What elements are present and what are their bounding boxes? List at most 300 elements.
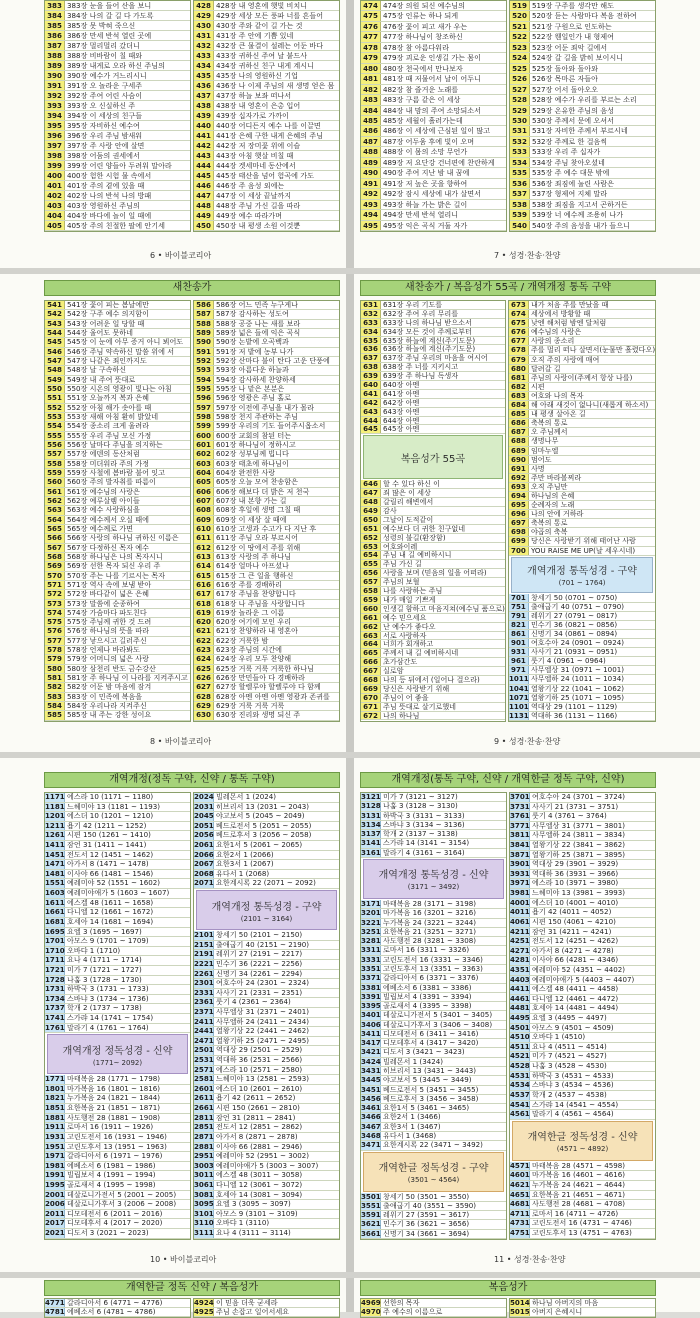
item-title: 583장 이 민족에 복음을 xyxy=(67,691,143,701)
list-item xyxy=(45,91,190,101)
list-item xyxy=(45,1,190,11)
item-title: 아버지 은혜시니 xyxy=(532,1307,583,1316)
item-number: 4271 xyxy=(510,945,530,955)
item-number: 3731 xyxy=(510,801,530,811)
item-number: 544 xyxy=(45,329,65,337)
item-number: 4537 xyxy=(510,1089,530,1099)
item-title: 여호수아 24 (0901 ~ 0924) xyxy=(530,638,624,648)
item-number: 542 xyxy=(45,310,65,318)
item-title: 568장 하나님은 나의 목자시니 xyxy=(67,551,163,561)
list-item xyxy=(361,74,506,84)
item-title: 483장 구름 같은 이 세상 xyxy=(383,95,461,105)
hymn-grid xyxy=(360,1298,656,1318)
item-number: 1734 xyxy=(45,993,65,1003)
item-title: 541장 꽃이 피는 봄날에만 xyxy=(67,300,149,309)
item-title: 493장 하늘 가는 밝은 길이 xyxy=(383,199,468,209)
item-number: 647 xyxy=(361,489,381,497)
item-title: 학개 2 (1737 ~ 1738) xyxy=(67,1003,142,1013)
list-item xyxy=(45,171,190,181)
item-number: 614 xyxy=(194,562,214,570)
item-number: 2068 xyxy=(194,868,214,878)
item-title: 역대하 36 (3931 ~ 3966) xyxy=(532,868,619,878)
item-title: 579장 어머니의 넓은 사랑 xyxy=(67,654,149,664)
item-number: 626 xyxy=(194,674,214,682)
item-title: 예레미야애가 5 (1603 ~ 1607) xyxy=(67,888,170,898)
item-title: 잠언 31 (4211 ~ 4241) xyxy=(532,926,612,936)
item-number: 643 xyxy=(361,408,381,416)
item-title: 내가 처음 주를 만났을 때 xyxy=(530,300,609,309)
item-title: 에스라 10 (3971 ~ 3980) xyxy=(532,878,619,888)
item-number: 1411 xyxy=(45,840,65,850)
item-title: 608장 후일에 생명 그칠 때 xyxy=(216,505,301,515)
item-title: 아모스 9 (3101 ~ 3109) xyxy=(216,1208,298,1218)
callout-title: 개역개정 통독성경 - 신약 xyxy=(378,870,489,882)
page-8 xyxy=(0,274,346,752)
item-number: 571 xyxy=(45,581,65,589)
item-title: 주님이 어 좋을 xyxy=(383,692,429,702)
item-title: 주를 멀리 떠나 살면서(눈물만 흘렸다오) xyxy=(530,345,656,355)
item-title: 너희가 회개하고 xyxy=(383,639,434,649)
item-number: 2951 xyxy=(194,1151,214,1161)
item-number: 821 xyxy=(509,621,529,629)
item-title: 629장 거룩 거룩 거룩 xyxy=(216,701,285,711)
item-number: 2051 xyxy=(194,820,214,830)
item-number: 1211 xyxy=(45,820,65,830)
item-title: 주만 바라볼찌라 xyxy=(530,472,582,482)
item-number: 616 xyxy=(194,581,214,589)
item-title: 이사야 66 (2881 ~ 2946) xyxy=(216,1141,303,1151)
item-title: 559장 사철에 봄바람 불어 잇고 xyxy=(67,467,165,477)
item-number: 555 xyxy=(45,432,65,440)
item-title: 433장 귀하신 주여 날 붙드사 xyxy=(216,51,308,60)
page-13 xyxy=(354,1278,700,1316)
item-title: 396장 우리 주님 밤새워 xyxy=(67,131,143,140)
item-number: 3591 xyxy=(361,1210,381,1220)
item-number: 493 xyxy=(361,200,381,209)
item-number: 683 xyxy=(509,392,529,400)
list-item xyxy=(510,53,655,63)
item-title: 디모데전서 6 (3411 ~ 3416) xyxy=(383,1028,479,1038)
item-number: 642 xyxy=(361,399,381,407)
item-number: 487 xyxy=(361,137,381,146)
item-title: 584장 우리나라 지켜주신 xyxy=(67,701,147,711)
item-title: 574장 가슴마다 파도친다 xyxy=(67,607,147,617)
hymn-column xyxy=(193,300,340,722)
item-title: 576장 하나님의 뜻을 따라 xyxy=(67,626,149,636)
item-title: 619장 놀라운 그 이름 xyxy=(216,607,285,617)
item-number: 3201 xyxy=(361,908,381,918)
item-title: 스가랴 14 (3141 ~ 3154) xyxy=(383,838,470,848)
list-item xyxy=(361,64,506,74)
item-number: 483 xyxy=(361,95,381,104)
item-number: 3417 xyxy=(361,1038,381,1048)
list-item xyxy=(45,711,190,720)
item-number: 1771 xyxy=(45,1074,65,1084)
item-title: 역대상 29 (2501 ~ 2529) xyxy=(216,1045,303,1055)
item-number: 3468 xyxy=(361,1131,381,1140)
hymn-column xyxy=(44,300,191,722)
item-number: 3661 xyxy=(361,1228,381,1238)
item-title: 사무엘상 31 (3771 ~ 3801) xyxy=(532,820,626,830)
item-title: 391장 오 놀라운 구세주 xyxy=(67,81,143,90)
item-title: 562장 예루살렘 아이들 xyxy=(67,495,140,505)
item-number: 2301 xyxy=(194,978,214,988)
item-title: 나의 등 뒤에서 (일어나 걸으라) xyxy=(383,674,480,684)
item-number: 3351 xyxy=(361,963,381,973)
list-item xyxy=(361,1230,506,1239)
item-number: 594 xyxy=(194,376,214,384)
item-number: 569 xyxy=(45,562,65,570)
item-title: 축복의 통로 xyxy=(530,518,568,528)
item-number: 484 xyxy=(361,106,381,115)
list-item xyxy=(361,221,506,231)
item-title: 640장 아멘 xyxy=(383,380,420,390)
section-banner: 복음성가 xyxy=(360,1280,656,1296)
item-title: 596장 영광은 주님 홀로 xyxy=(216,393,292,403)
list-item xyxy=(361,425,505,434)
item-title: 오직 주님만 xyxy=(530,481,568,491)
item-title: 575장 주님께 귀한 것 드려 xyxy=(67,617,152,627)
callout-range: (701 ~ 1764) xyxy=(558,579,606,588)
item-title: 430장 주와 같이 길 가는 것 xyxy=(216,21,303,30)
item-number: 4781 xyxy=(45,1307,65,1316)
list-item xyxy=(194,51,339,61)
item-number: 607 xyxy=(194,497,214,505)
item-title: 587장 감사하는 성도여 xyxy=(216,309,289,319)
callout-range: (3501 ~ 4564) xyxy=(407,1176,460,1185)
item-number: 4411 xyxy=(510,984,530,994)
item-title: 순례자의 노래 xyxy=(530,500,575,510)
hymn-grid xyxy=(360,0,656,232)
item-number: 694 xyxy=(509,492,529,500)
item-number: 4970 xyxy=(361,1307,381,1316)
item-title: 에스겔 48 (3011 ~ 3058) xyxy=(216,1170,303,1180)
item-number: 674 xyxy=(509,310,529,318)
item-number: 428 xyxy=(194,1,214,10)
bible-list xyxy=(361,1193,506,1239)
item-title: 637장 주님 우리의 마음을 여시어 xyxy=(383,353,488,363)
item-number: 3371 xyxy=(361,973,381,983)
item-number: 591 xyxy=(194,348,214,356)
item-title: 예수님의 사랑은 xyxy=(530,327,582,337)
item-title: 522장 웬일인가 내 형제여 xyxy=(532,32,614,42)
item-title: 인생길 함하고 마음지쳐(예수님 품으로) xyxy=(383,603,505,613)
item-title: 524장 갈 길을 밝히 보이시니 xyxy=(532,53,624,63)
item-number: 688 xyxy=(509,437,529,445)
item-number: 4621 xyxy=(510,1179,530,1189)
item-number: 395 xyxy=(45,121,65,130)
item-number: 4211 xyxy=(510,926,530,936)
item-number: 608 xyxy=(194,506,214,514)
section-callout xyxy=(511,557,653,593)
item-number: 3281 xyxy=(361,936,381,946)
item-title: 555장 우리 주님 모신 가정 xyxy=(67,430,152,440)
item-number: 3061 xyxy=(194,1179,214,1189)
item-number: 446 xyxy=(194,181,214,190)
item-title: 오바댜 1 (1710) xyxy=(67,945,121,955)
item-number: 657 xyxy=(361,578,381,586)
item-number: 652 xyxy=(361,534,381,542)
item-title: 604장 완전한 사랑 xyxy=(216,467,276,477)
list-item xyxy=(509,712,655,721)
item-number: 671 xyxy=(361,703,381,711)
item-number: 523 xyxy=(510,43,530,52)
item-title: 636장 하늘에 계신(주기도문) xyxy=(383,344,476,354)
item-number: 579 xyxy=(45,655,65,663)
item-number: 2045 xyxy=(194,811,214,821)
list-item xyxy=(361,168,506,178)
item-number: 4601 xyxy=(510,1170,530,1180)
hymn-column xyxy=(509,1298,656,1318)
item-title: 520장 듣는 사람마다 복음 전하여 xyxy=(532,11,637,21)
item-title: 야고보서 5 (2045 ~ 2049) xyxy=(216,811,305,821)
item-number: 697 xyxy=(509,519,529,527)
hymn-grid xyxy=(44,0,340,232)
callout-range: (4571 ~ 4892) xyxy=(556,1145,609,1154)
item-title: 428장 내 영혼에 햇빛 비치니 xyxy=(216,1,308,10)
item-number: 3471 xyxy=(361,1140,381,1150)
item-number: 4251 xyxy=(510,936,530,946)
item-title: 491장 저 높은 곳을 향하여 xyxy=(383,178,468,188)
list-item xyxy=(194,711,339,720)
item-number: 632 xyxy=(361,310,381,318)
item-number: 564 xyxy=(45,516,65,524)
item-title: 에스라 10 (1171 ~ 1180) xyxy=(67,792,154,801)
item-number: 3466 xyxy=(361,1112,381,1122)
item-number: 667 xyxy=(361,667,381,675)
item-number: 398 xyxy=(45,151,65,160)
item-number: 447 xyxy=(194,191,214,200)
item-number: 3251 xyxy=(361,926,381,936)
item-title: 556장 날마다 주님을 의지하는 xyxy=(67,439,163,449)
item-title: 616장 주를 경배하리 xyxy=(216,579,283,589)
item-title: 552장 아침 해가 솟아를 때 xyxy=(67,402,152,412)
item-number: 2071 xyxy=(194,878,214,888)
hymn-list xyxy=(509,301,655,556)
item-number: 553 xyxy=(45,413,65,421)
bible-list xyxy=(45,793,190,1033)
item-number: 1101 xyxy=(508,701,529,711)
item-title: 요엘 3 (4495 ~ 4497) xyxy=(532,1013,607,1023)
item-title: 578장 언제나 바라봐도 xyxy=(67,645,140,655)
item-title: 예수 믿으세요 xyxy=(383,612,427,622)
item-number: 4731 xyxy=(510,1218,530,1228)
item-number: 403 xyxy=(45,201,65,210)
item-title: 요나 4 (3111 ~ 3114) xyxy=(216,1227,291,1237)
item-number: 390 xyxy=(45,71,65,80)
item-number: 526 xyxy=(510,74,530,83)
list-item xyxy=(194,111,339,121)
item-title: 402장 나의 반석 나의 방패 xyxy=(67,191,152,200)
item-title: 민수기 36 (0821 ~ 0856) xyxy=(530,619,618,629)
item-title: 나를 사랑하는 주님 xyxy=(383,586,443,596)
list-item xyxy=(194,81,339,91)
item-title: 골로새서 4 (3395 ~ 3398) xyxy=(383,1001,472,1011)
callout-title: 개역한글 정독성경 - 신약 xyxy=(527,1132,638,1144)
hymn-list xyxy=(361,480,505,720)
list-item xyxy=(361,106,506,116)
list-item xyxy=(194,41,339,51)
item-title: 489장 저 요단강 건너편에 찬란하게 xyxy=(383,157,495,167)
hymn-column xyxy=(44,0,191,232)
item-number: 861 xyxy=(509,630,529,638)
item-title: 말라기 4 (1761 ~ 1764) xyxy=(67,1022,149,1032)
item-number: 3424 xyxy=(361,1056,381,1066)
item-number: 481 xyxy=(361,74,381,83)
item-title: 495장 익은 곡식 거둘 자가 xyxy=(383,220,468,230)
item-number: 644 xyxy=(361,417,381,425)
item-number: 1971 xyxy=(45,1151,65,1161)
item-title: 477장 하나님이 창조하신 xyxy=(383,32,463,42)
item-number: 439 xyxy=(194,111,214,120)
list-item xyxy=(361,712,505,721)
item-number: 1181 xyxy=(45,801,65,811)
item-title: 429장 세상 모든 풍파 너를 흔들어 xyxy=(216,11,324,20)
item-number: 438 xyxy=(194,101,214,110)
item-number: 433 xyxy=(194,51,214,60)
item-number: 606 xyxy=(194,488,214,496)
item-number: 582 xyxy=(45,683,65,691)
item-number: 5015 xyxy=(510,1307,530,1316)
item-title: 욥기 42 (2611 ~ 2652) xyxy=(216,1093,296,1103)
item-title: 잠언 31 (2811 ~ 2841) xyxy=(216,1112,296,1122)
item-number: 3128 xyxy=(361,801,381,811)
item-number: 2531 xyxy=(194,1055,214,1065)
item-title: 시편 150 (2661 ~ 2810) xyxy=(216,1103,300,1113)
item-title: 요나 4 (4511 ~ 4514) xyxy=(532,1041,607,1051)
item-number: 558 xyxy=(45,460,65,468)
item-title: 599장 우리의 기도 들어주시옵소서 xyxy=(216,421,326,431)
section-banner: 새찬송가 / 복음성가 55곡 / 개역개정 통독 구약 xyxy=(360,280,656,296)
item-number: 4351 xyxy=(510,964,530,974)
item-number: 661 xyxy=(361,614,381,622)
item-number: 429 xyxy=(194,11,214,20)
item-number: 1611 xyxy=(45,897,65,907)
item-title: 480장 천국에서 만나보자 xyxy=(383,63,463,73)
item-number: 525 xyxy=(510,64,530,73)
item-title: 593장 아름다운 하늘과 xyxy=(216,365,289,375)
item-title: 주님의 사랑이(주께서 항상 나를) xyxy=(530,372,633,382)
item-title: 439장 십자가로 가까이 xyxy=(216,111,289,120)
item-number: 3445 xyxy=(361,1075,381,1085)
item-title: 449장 예수 따라가며 xyxy=(216,211,283,220)
item-number: 566 xyxy=(45,534,65,542)
item-title: 에스더 10 (2601 ~ 2610) xyxy=(216,1083,303,1093)
item-title: 민수기 36 (3621 ~ 3656) xyxy=(383,1219,470,1229)
list-item xyxy=(361,1308,506,1317)
item-title: 고린도후서 13 (4751 ~ 4763) xyxy=(532,1227,632,1237)
list-item xyxy=(361,1,506,11)
item-number: 691 xyxy=(509,465,529,473)
item-title: 요한2서 1 (2066) xyxy=(216,849,274,859)
item-title: 602장 성부님께 빕니다 xyxy=(216,449,289,459)
item-title: 주님 가신 길 xyxy=(383,559,422,569)
item-number: 440 xyxy=(194,121,214,130)
item-number: 391 xyxy=(45,81,65,90)
item-number: 4571 xyxy=(510,1160,530,1170)
item-title: 386장 만세 반석 열린 곳에 xyxy=(67,31,152,40)
item-title: 사사기 21 (3731 ~ 3751) xyxy=(532,801,619,811)
item-number: 675 xyxy=(509,319,529,327)
list-item xyxy=(510,1308,655,1317)
item-title: 누가복음 24 (3221 ~ 3244) xyxy=(383,917,477,927)
item-title: 531장 자비한 주께서 부르시네 xyxy=(532,126,628,136)
item-title: 레위기 27 (2191 ~ 2217) xyxy=(216,949,303,959)
item-number: 3095 xyxy=(194,1199,214,1209)
item-title: 출애굽기 40 (2151 ~ 2190) xyxy=(216,939,310,949)
item-number: 443 xyxy=(194,151,214,160)
item-title: 385장 못 박혀 죽으신 xyxy=(67,21,136,30)
item-number: 3771 xyxy=(510,820,530,830)
item-title: 요한1서 5 (3461 ~ 3465) xyxy=(383,1103,470,1113)
item-title: 고린도후서 13 (3351 ~ 3363) xyxy=(383,963,483,973)
item-number: 477 xyxy=(361,32,381,41)
item-number: 581 xyxy=(45,674,65,682)
item-number: 635 xyxy=(361,337,381,345)
item-title: 나의 하나님 xyxy=(383,710,420,720)
item-title: 388장 비바람이 칠 때와 xyxy=(67,51,143,60)
list-item xyxy=(45,181,190,191)
item-number: 3701 xyxy=(510,792,530,801)
section-callout xyxy=(363,435,503,479)
bible-column xyxy=(360,792,507,1240)
item-title: 사사기 21 (2331 ~ 2351) xyxy=(216,987,303,997)
list-item xyxy=(361,95,506,105)
item-title: 느헤미야 13 (2581 ~ 2593) xyxy=(216,1074,310,1084)
item-title: 요한3서 1 (2067) xyxy=(216,859,274,869)
item-title: 527장 어서 돌아오오 xyxy=(532,84,599,94)
item-title: 하나님 아버지의 마음 xyxy=(532,1298,599,1307)
item-number: 584 xyxy=(45,702,65,710)
list-item xyxy=(510,85,655,95)
item-title: 384장 나의 갈 길 다 가도록 xyxy=(67,11,154,20)
list-item xyxy=(194,1229,339,1239)
list-item xyxy=(194,121,339,131)
item-title: 620장 여기에 모인 우리 xyxy=(216,617,292,627)
list-item xyxy=(194,161,339,171)
list-item xyxy=(510,1110,655,1120)
list-item xyxy=(194,11,339,21)
list-item xyxy=(194,221,339,231)
item-title: 호세아 14 (3081 ~ 3094) xyxy=(216,1189,303,1199)
item-title: 주님의 보혈 xyxy=(383,577,420,587)
item-title: 475장 인류는 하나 되게 xyxy=(383,11,459,21)
item-number: 528 xyxy=(510,95,530,104)
item-title: 당신은 사랑받기 위해 xyxy=(383,683,450,693)
item-title: 434장 귀하신 친구 내게 계시니 xyxy=(216,61,314,70)
page-number: 9 • 성경·찬송·찬양 xyxy=(494,737,561,746)
item-title: 로마서 16 (1911 ~ 1926) xyxy=(67,1122,154,1132)
item-title: 예수보다 더 귀한 친구없네 xyxy=(383,523,466,533)
item-number: 2361 xyxy=(194,997,214,1007)
item-title: 출애굽기 40 (0751 ~ 0790) xyxy=(530,601,624,611)
page-number: 11 • 성경·찬송·찬양 xyxy=(494,1255,566,1264)
list-item xyxy=(45,151,190,161)
item-number: 1695 xyxy=(45,926,65,936)
item-number: 625 xyxy=(194,665,214,673)
item-title: 초가삼간도 xyxy=(383,657,418,667)
hymn-column xyxy=(193,0,340,232)
item-number: 4561 xyxy=(510,1109,530,1119)
item-title: 누가복음 24 (1821 ~ 1844) xyxy=(67,1093,161,1103)
bible-list xyxy=(510,1162,655,1239)
item-number: 3331 xyxy=(361,954,381,964)
item-title: 548장 날 구속하신 xyxy=(67,365,127,375)
item-number: 393 xyxy=(45,101,65,110)
item-number: 399 xyxy=(45,161,65,170)
item-number: 442 xyxy=(194,141,214,150)
list-item xyxy=(45,81,190,91)
